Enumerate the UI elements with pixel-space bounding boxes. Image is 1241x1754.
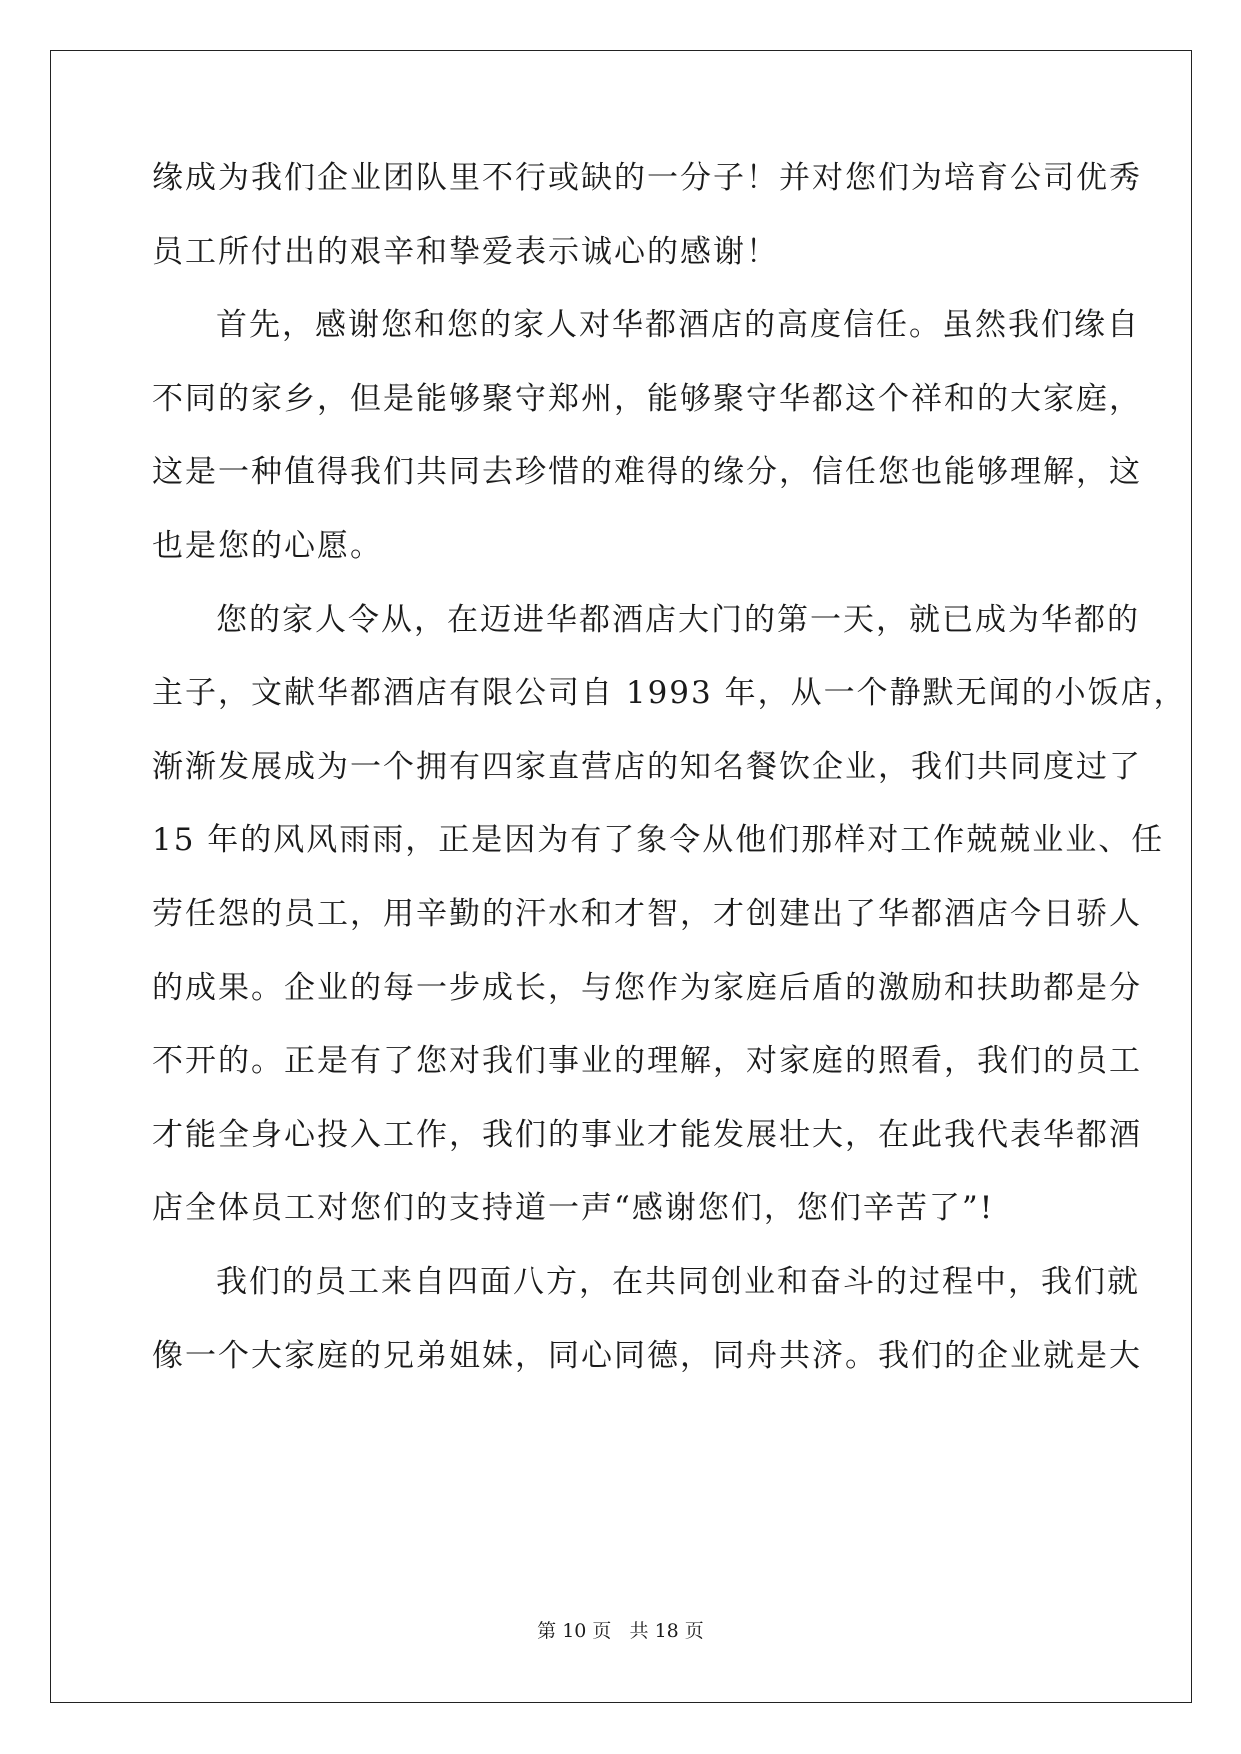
text-line: 才能全身心投入工作，我们的事业才能发展壮大，在此我代表华都酒: [152, 1116, 1142, 1153]
text-line: 不开的。正是有了您对我们事业的理解，对家庭的照看，我们的员工: [152, 1043, 1142, 1080]
text-line: 15 年的风风雨雨，正是因为有了象令从他们那样对工作兢兢业业、任: [152, 822, 1165, 859]
body-text: [152, 160, 1187, 1414]
page-number-footer: 第 10 页 共 18 页: [537, 1620, 704, 1642]
text-line: 劳任怨的员工，用辛勤的汗水和才智，才创建出了华都酒店今日骄人: [152, 895, 1142, 932]
text-line: 不同的家乡，但是能够聚守郑州，能够聚守华都这个祥和的大家庭，: [152, 380, 1142, 417]
paragraph-first-line: 我们的员工来自四面八方，在共同创业和奋斗的过程中，我们就: [216, 1263, 1140, 1300]
text-line: 也是您的心愿。: [152, 527, 383, 564]
paragraph-first-line: 您的家人令从，在迈进华都酒店大门的第一天，就已成为华都的: [216, 601, 1140, 638]
text-line: 主子，文献华都酒店有限公司自 1993 年，从一个静默无闻的小饭店，: [152, 675, 1187, 712]
text-line: 渐渐发展成为一个拥有四家直营店的知名餐饮企业，我们共同度过了: [152, 748, 1142, 785]
text-line: 这是一种值得我们共同去珍惜的难得的缘分，信任您也能够理解，这: [152, 454, 1142, 491]
text-line: 像一个大家庭的兄弟姐妹，同心同德，同舟共济。我们的企业就是大: [152, 1337, 1142, 1374]
text-line: 缘成为我们企业团队里不行或缺的一分子！并对您们为培育公司优秀: [152, 160, 1142, 196]
text-line: 的成果。企业的每一步成长，与您作为家庭后盾的激励和扶助都是分: [152, 969, 1142, 1006]
text-line: 店全体员工对您们的支持道一声“感谢您们，您们辛苦了”!: [152, 1190, 995, 1227]
text-line: 员工所付出的艰辛和挚爱表示诚心的感谢！: [152, 233, 779, 270]
paragraph-first-line: 首先，感谢您和您的家人对华都酒店的高度信任。虽然我们缘自: [216, 307, 1140, 344]
